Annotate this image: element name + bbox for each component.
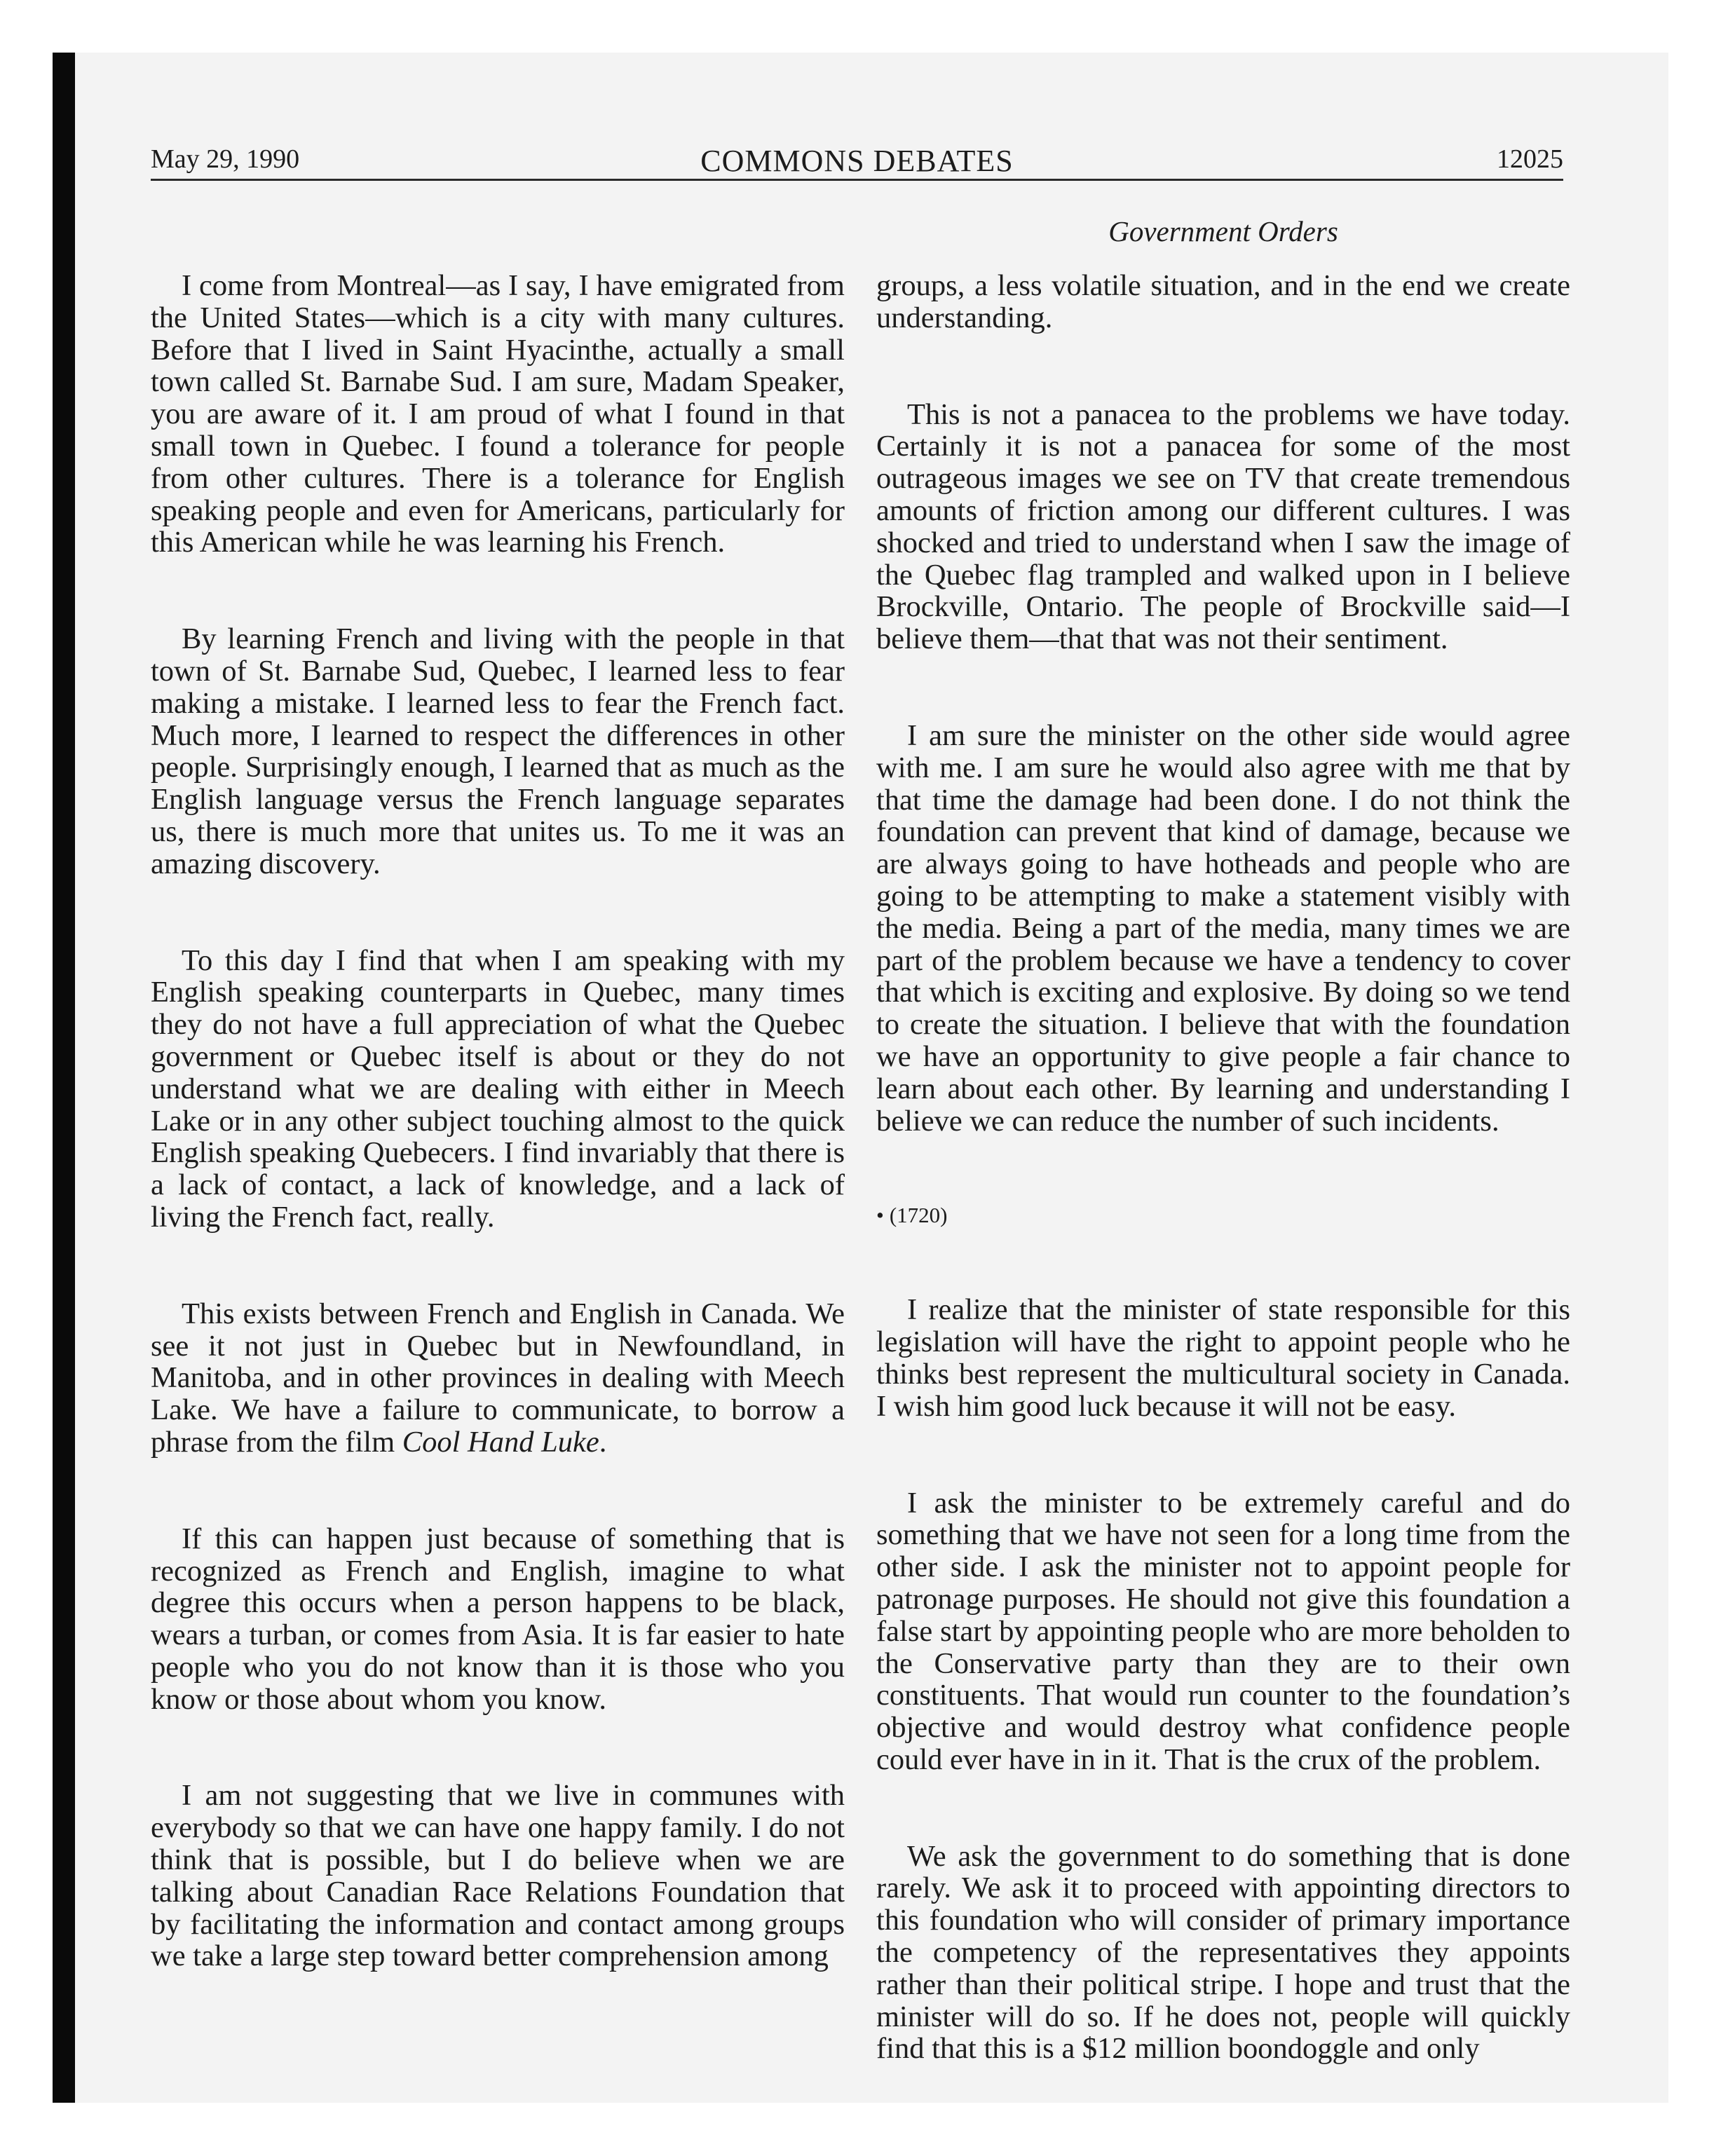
header-page-number: 12025 [1497, 144, 1563, 174]
header-publication-title: COMMONS DEBATES [700, 144, 1014, 178]
paragraph-text-end: . [599, 1425, 607, 1459]
paragraph: I come from Montreal—as I say, I have emigrated from the United States—which is a city with many cultures. Before that I lived in Saint Hyacinthe, actually a small town called St. Barnabe Sud. I am sure, Madam Speaker, you are aware of it. I am proud of what I found in that small town in Quebec. I found a tolerance for people from other cultures. There is a tolerance for English speaking people and even for Americans, particularly for this American while he was learning his French. [151, 269, 845, 559]
film-title: Cool Hand Luke [402, 1425, 599, 1459]
paragraph: If this can happen just because of something that is recognized as French and English, imagine to what degree this occurs when a person happens to be black, wears a turban, or comes from Asia. It is far easier to hate people who you do not know than it is those who you know or those about whom you know. [151, 1522, 845, 1716]
running-header [151, 137, 1563, 181]
time-marker-text: (1720) [889, 1203, 948, 1228]
time-marker [876, 1201, 1570, 1229]
paragraph: To this day I find that when I am speaking with my English speaking counterparts in Quebec, many times they do not have a full appreciation of what the Quebec government or Quebec itself is about or they do not understand what we are dealing with either in Meech Lake or in any other subject touching almost to the quick English speaking Quebecers. I find invariably that there is a lack of contact, a lack of knowledge, and a lack of living the French fact, really. [151, 943, 845, 1234]
paragraph: This is not a panacea to the problems we have today. Certainly it is not a panacea for some of the most outrageous images we see on TV that create tremendous amounts of friction among our different cultures. I was shocked and tried to understand when I saw the image of the Quebec flag trampled and walked upon in I believe Brockville, Ontario. The people of Brockville said—I believe them—that that was not their sentiment. [876, 397, 1570, 656]
bullet-icon: • [876, 1203, 884, 1228]
paragraph: I realize that the minister of state responsible for this legislation will have the right to appoint people who he thinks best represent the multicultural society in Canada. I wish him good luck because it will not be easy. [876, 1293, 1570, 1423]
paragraph: By learning French and living with the people in that town of St. Barnabe Sud, Quebec, I learned less to fear making a mistake. I learned less to fear the French fact. Much more, I learned to respect the differences in other people. Surprisingly enough, I learned that as much as the English language versus the French language separates us, there is much more that unites us. To me it was an amazing discovery. [151, 622, 845, 880]
header-date: May 29, 1990 [151, 144, 300, 174]
paragraph: We ask the government to do something that is done rarely. We ask it to proceed with appointing directors to this foundation who will consider of primary importance the competency of the representatives they appoints rather than their political stripe. I hope and trust that the minister will do so. If he does not, people will quickly find that this is a $12 million boondoggle and only [876, 1839, 1570, 2066]
right-column [876, 270, 1570, 2065]
paragraph: I ask the minister to be extremely careful and do something that we have not seen for a long time from the other side. I ask the minister not to appoint people for patronage purposes. He should not give this foundation a false start by appointing people who are more beholden to the Conservative party than they are to their own constituents. That would run counter to the foundation’s objective and would destroy what confidence people could ever have in in it. That is the crux of the problem. [876, 1486, 1570, 1776]
paragraph: I am not suggesting that we live in communes with everybody so that we can have one happy family. I do not think that is possible, but I do believe when we are talking about Canadian Race Relations Foundation that by facilitating the information and contact among groups we take a large step toward better comprehension among [151, 1779, 845, 1973]
paragraph-continued: groups, a less volatile situation, and in the end we create understanding. [876, 269, 1570, 334]
left-column [151, 270, 845, 1972]
paragraph-text: This exists between French and English in Canada. We see it not just in Quebec but in Newfoundland, in Manitoba, and in other provinces in dealing with Meech Lake. We have a failure to communicate, to borrow a phrase from the film [151, 1297, 845, 1459]
section-heading: Government Orders [1108, 215, 1338, 247]
paragraph: I am sure the minister on the other side would agree with me. I am sure he would also agree with me that by that time the damage had been done. I do not think the foundation can prevent that kind of damage, because we are always going to have hotheads and people who are going to be attempting to make a statement visibly with the media. Being a part of the media, many times we are part of the problem because we have a tendency to cover that which is exciting and explosive. By doing so we tend to create the situation. I believe that with the foundation we have an opportunity to give people a fair chance to learn about each other. By learning and understanding I believe we can reduce the number of such incidents. [876, 718, 1570, 1138]
paragraph [151, 1298, 845, 1459]
scan-binding-edge [53, 53, 75, 2103]
